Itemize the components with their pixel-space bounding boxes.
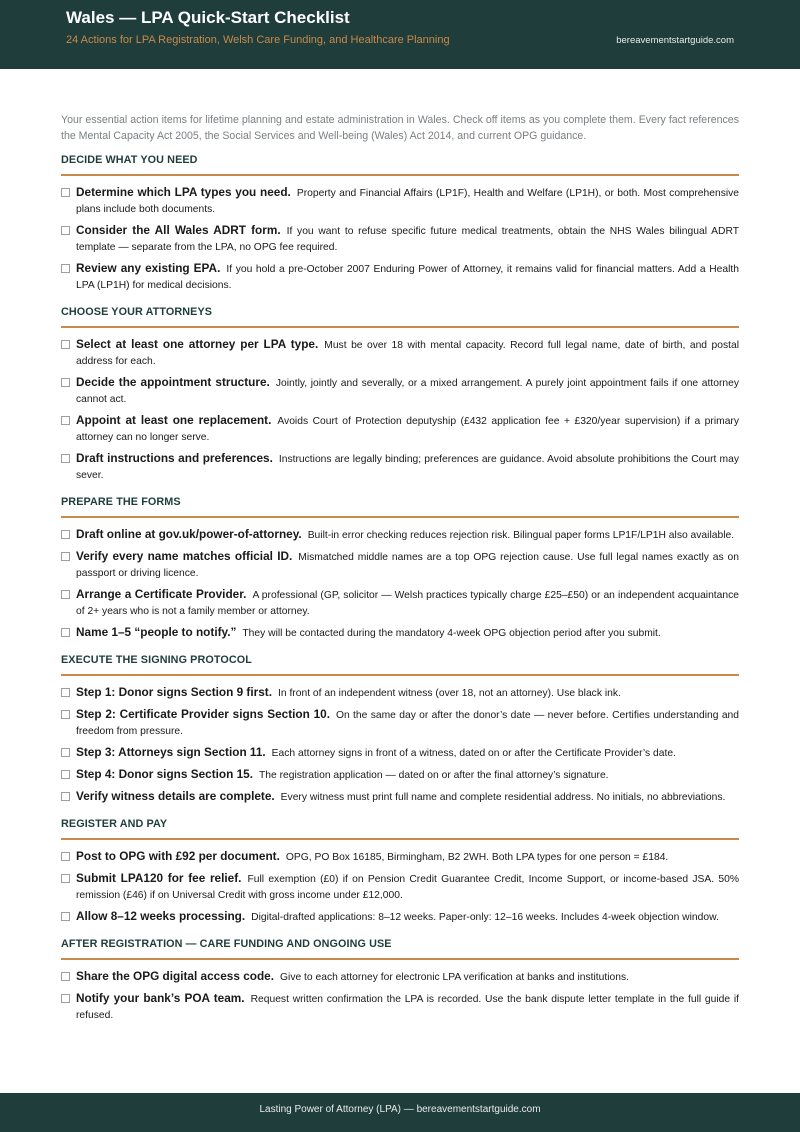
checklist-item [61, 766, 739, 784]
intro-text: Your essential action items for lifetime planning and estate administration in Wales. Check off items as you complete them. Every fact references the Mental Capacity Act 2005, the Social Services and Well-being (Wales) Act 2014, and current OPG guidance. [61, 114, 739, 142]
checkbox[interactable] [61, 792, 70, 801]
item-lead: Decide the appointment structure. [76, 375, 270, 389]
section-title: REGISTER AND PAY [61, 818, 739, 840]
item-text [76, 990, 739, 1024]
item-text [76, 336, 739, 370]
item-body: If you hold a pre-October 2007 Enduring Power of Attorney, it remains valid for financial matters. Add a Health LPA (LP1H) for medical decisions. [76, 264, 739, 291]
item-lead: Review any existing EPA. [76, 261, 221, 275]
checkbox[interactable] [61, 530, 70, 539]
page-title: Wales — LPA Quick-Start Checklist [66, 8, 350, 27]
item-body: Property and Financial Affairs (LP1F), Health and Welfare (LP1H), or both. Most comprehensive plans include both documents. [76, 188, 740, 215]
checkbox[interactable] [61, 628, 70, 637]
item-body: A professional (GP, solicitor — Welsh practices typically charge £25–£50) or an independent acquaintance of 2+ years who is not a family member or attorney. [76, 590, 739, 617]
checklist-item [61, 374, 739, 408]
item-body: Mismatched middle names are a top OPG rejection cause. Use full legal names exactly as on passport or driving licence. [76, 552, 739, 579]
item-body: Every witness must print full name and complete residential address. No initials, no abbreviations. [280, 792, 726, 803]
item-text [76, 184, 739, 218]
item-lead: Step 3: Attorneys sign Section 11. [76, 745, 266, 759]
item-lead: Allow 8–12 weeks processing. [76, 909, 246, 923]
checkbox[interactable] [61, 340, 70, 349]
item-body: Avoids Court of Protection deputyship (£432 application fee + £320/year supervision) if a primary attorney can no longer serve. [76, 416, 739, 443]
item-lead: Consider the All Wales ADRT form. [76, 223, 281, 237]
checklist-section [61, 306, 739, 484]
item-text [76, 968, 739, 986]
item-text [76, 870, 739, 904]
checkbox[interactable] [61, 688, 70, 697]
checklist-item [61, 990, 739, 1024]
item-lead: Notify your bank’s POA team. [76, 991, 245, 1005]
checkbox[interactable] [61, 994, 70, 1003]
item-body: Built-in error checking reduces rejection risk. Bilingual paper forms LP1F/LP1H also available. [307, 530, 735, 541]
item-text [76, 374, 739, 408]
checklist-item [61, 526, 739, 544]
checkbox[interactable] [61, 748, 70, 757]
checklist-item [61, 624, 739, 642]
item-body: Digital-drafted applications: 8–12 weeks. Paper-only: 12–16 weeks. Includes 4-week objection window. [251, 912, 719, 923]
section-title: CHOOSE YOUR ATTORNEYS [61, 306, 739, 328]
checklist-item [61, 968, 739, 986]
item-body: The registration application — dated on or after the final attorney’s signature. [259, 770, 609, 781]
item-body: Request written confirmation the LPA is recorded. Use the bank dispute letter template in the full guide if refused. [76, 994, 739, 1021]
checkbox[interactable] [61, 912, 70, 921]
page-subtitle: 24 Actions for LPA Registration, Welsh Care Funding, and Healthcare Planning [66, 34, 450, 46]
item-text [76, 548, 739, 582]
item-lead: Verify every name matches official ID. [76, 549, 293, 563]
item-text [76, 684, 739, 702]
item-text [76, 526, 739, 544]
checklist-item [61, 788, 739, 806]
checkbox[interactable] [61, 264, 70, 273]
checklist-item [61, 586, 739, 620]
item-lead: Draft instructions and preferences. [76, 451, 273, 465]
item-body: Instructions are legally binding; preferences are guidance. Avoid absolute prohibitions the Court may sever. [76, 454, 739, 481]
item-lead: Step 2: Certificate Provider signs Section 10. [76, 707, 330, 721]
item-text [76, 222, 739, 256]
item-body: Full exemption (£0) if on Pension Credit Guarantee Credit, Income Support, or income-based JSA. 50% remission (£46) if on Universal Credit with gross income under £12,000. [76, 874, 739, 901]
item-text [76, 450, 739, 484]
item-text [76, 706, 739, 740]
checkbox[interactable] [61, 416, 70, 425]
checkbox[interactable] [61, 710, 70, 719]
item-lead: Name 1–5 “people to notify.” [76, 625, 237, 639]
item-text [76, 788, 739, 806]
item-text [76, 586, 739, 620]
item-text [76, 848, 739, 866]
checklist-item [61, 908, 739, 926]
checklist-item [61, 548, 739, 582]
item-body: Must be over 18 with mental capacity. Record full legal name, date of birth, and postal address for each. [76, 340, 740, 367]
item-text [76, 624, 739, 642]
checklist-section [61, 154, 739, 294]
item-lead: Select at least one attorney per LPA type. [76, 337, 319, 351]
checkbox[interactable] [61, 972, 70, 981]
site-url: bereavementstartguide.com [616, 35, 734, 46]
item-lead: Arrange a Certificate Provider. [76, 587, 247, 601]
checklist-item [61, 260, 739, 294]
checkbox[interactable] [61, 770, 70, 779]
item-body: On the same day or after the donor’s date — never before. Certifies understanding and freedom from pressure. [76, 710, 739, 737]
item-body: Give to each attorney for electronic LPA verification at banks and institutions. [280, 972, 629, 983]
checklist-item [61, 684, 739, 702]
item-lead: Submit LPA120 for fee relief. [76, 871, 242, 885]
checkbox[interactable] [61, 874, 70, 883]
item-body: OPG, PO Box 16185, Birmingham, B2 2WH. Both LPA types for one person = £184. [285, 852, 669, 863]
item-body: If you want to refuse specific future medical treatments, obtain the NHS Wales bilingual ADRT template — separate from the LPA, no OPG fee required. [76, 226, 739, 253]
checklist-section [61, 938, 739, 1024]
item-lead: Step 1: Donor signs Section 9 first. [76, 685, 272, 699]
item-text [76, 260, 739, 294]
checkbox[interactable] [61, 188, 70, 197]
checklist-item [61, 706, 739, 740]
item-body: In front of an independent witness (over 18, not an attorney). Use black ink. [278, 688, 621, 699]
checklist-item [61, 222, 739, 256]
checklist-section [61, 654, 739, 806]
item-lead: Step 4: Donor signs Section 15. [76, 767, 253, 781]
checklist-content [61, 112, 739, 1036]
item-lead: Appoint at least one replacement. [76, 413, 272, 427]
item-lead: Post to OPG with £92 per document. [76, 849, 280, 863]
checklist-item [61, 848, 739, 866]
checklist-item [61, 184, 739, 218]
item-body: Each attorney signs in front of a witness, dated on or after the Certificate Provider’s date. [271, 748, 676, 759]
item-text [76, 412, 739, 446]
item-lead: Draft online at gov.uk/power-of-attorney. [76, 527, 302, 541]
checklist-item [61, 744, 739, 762]
item-text [76, 744, 739, 762]
checkbox[interactable] [61, 454, 70, 463]
checkbox[interactable] [61, 852, 70, 861]
checkbox[interactable] [61, 590, 70, 599]
section-title: PREPARE THE FORMS [61, 496, 739, 518]
item-lead: Share the OPG digital access code. [76, 969, 275, 983]
item-lead: Determine which LPA types you need. [76, 185, 291, 199]
item-body: Jointly, jointly and severally, or a mixed arrangement. A purely joint appointment fails if one attorney cannot act. [76, 378, 740, 405]
checkbox[interactable] [61, 552, 70, 561]
checklist-item [61, 450, 739, 484]
checklist-item [61, 412, 739, 446]
item-body: They will be contacted during the mandatory 4-week OPG objection period after you submit. [242, 628, 661, 639]
checkbox[interactable] [61, 378, 70, 387]
checkbox[interactable] [61, 226, 70, 235]
section-title: AFTER REGISTRATION — CARE FUNDING AND ONGOING USE [61, 938, 739, 960]
checklist-item [61, 870, 739, 904]
checklist-section [61, 818, 739, 926]
item-text [76, 908, 739, 926]
section-title: EXECUTE THE SIGNING PROTOCOL [61, 654, 739, 676]
section-title: DECIDE WHAT YOU NEED [61, 154, 739, 176]
checklist-section [61, 496, 739, 642]
checklist-item [61, 336, 739, 370]
item-text [76, 766, 739, 784]
page-header [0, 0, 800, 69]
page-footer: Lasting Power of Attorney (LPA) — bereavementstartguide.com [0, 1093, 800, 1132]
item-lead: Verify witness details are complete. [76, 789, 275, 803]
